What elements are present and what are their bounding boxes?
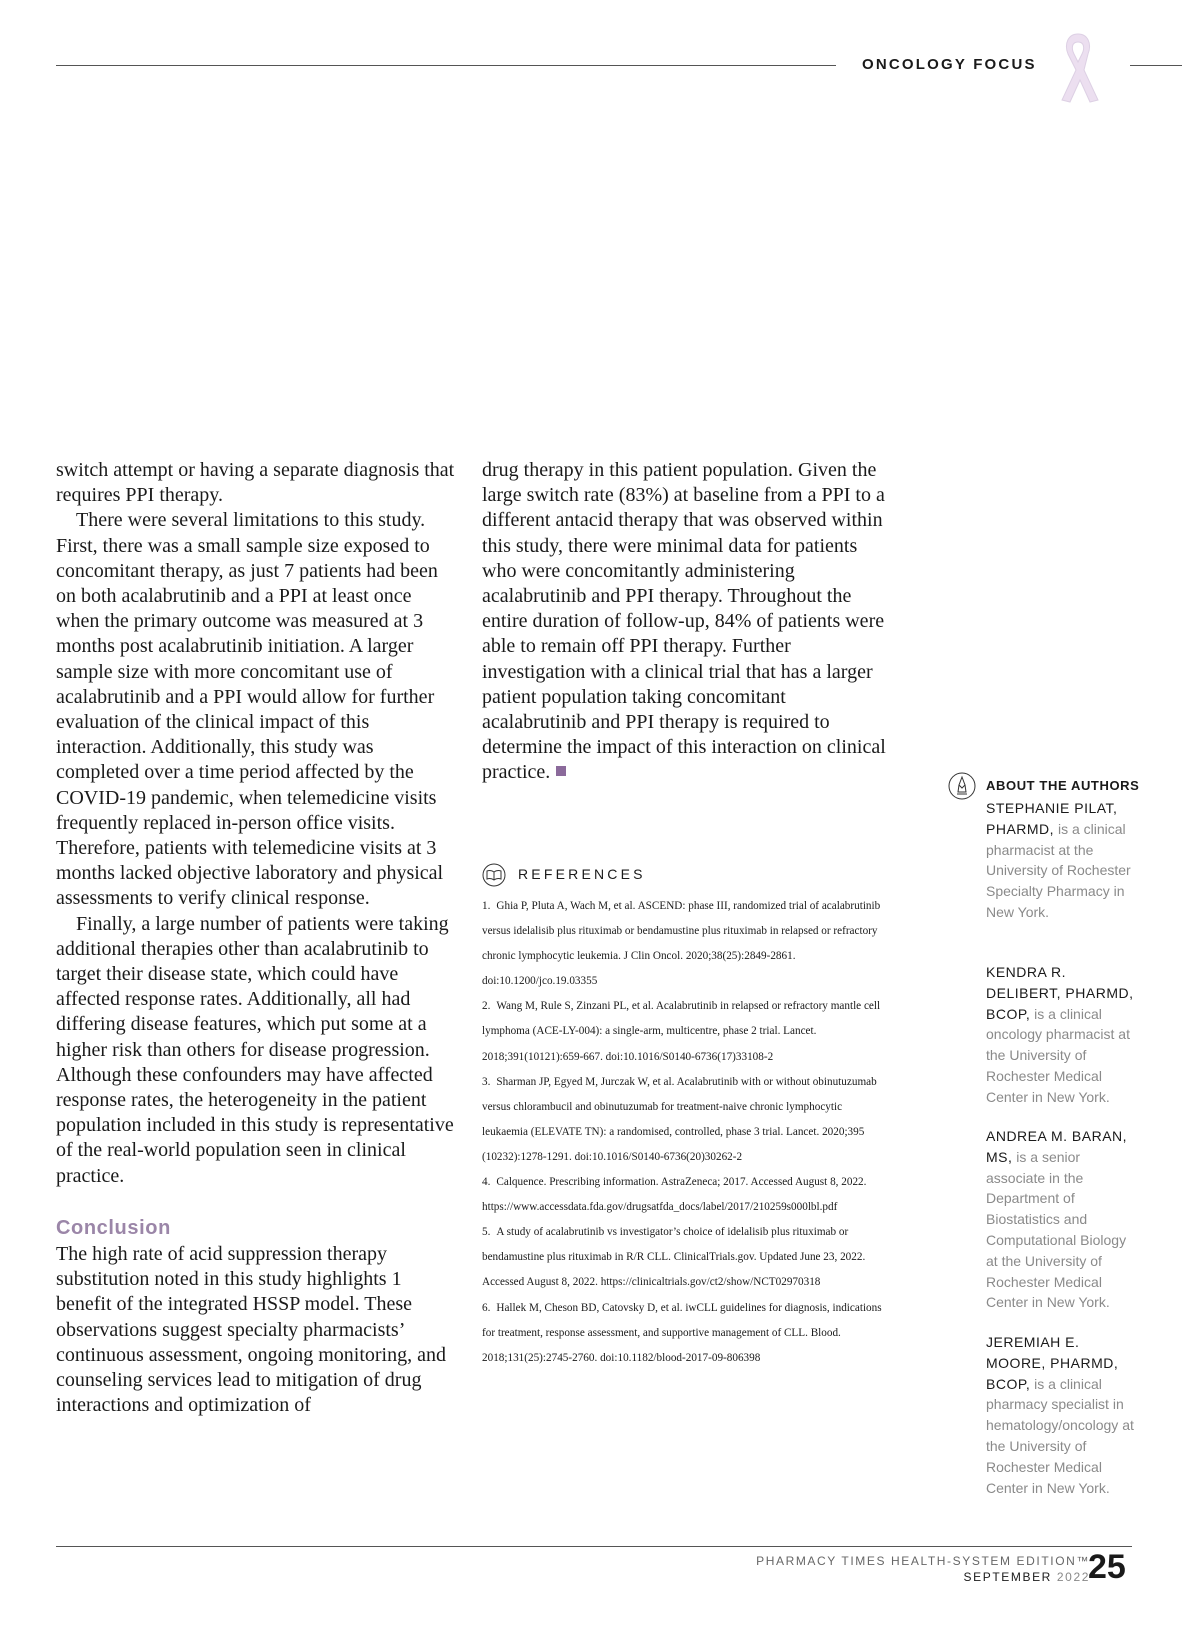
book-icon <box>482 863 506 887</box>
author-bio <box>986 1126 1141 1313</box>
footer-rule <box>56 1546 1132 1547</box>
authors-title: ABOUT THE AUTHORS <box>986 778 1140 793</box>
author-pen-icon <box>948 772 976 800</box>
reference-item <box>482 994 882 1069</box>
references-title: REFERENCES <box>518 866 646 883</box>
end-of-article-mark <box>556 766 566 776</box>
reference-text: Ghia P, Pluta A, Wach M, et al. ASCEND: phase III, randomized trial of acalabrutinib versus idelalisib plus rituximab or bendamustine plus rituximab in relapsed or refractory chronic lymphocytic leukemia. J Clin Oncol. 2020;38(25):2849-2861. doi:10.1200/jco.19.03355 <box>482 900 881 988</box>
author-bio <box>986 962 1141 1108</box>
footer-publication <box>756 1553 1090 1585</box>
author-bio <box>986 798 1141 923</box>
paragraph: The high rate of acid suppression therapy substitution noted in this study highlights 1 benefit of the integrated HSSP model. These observations suggest specialty pharmacists’ continuous assessment, ongoing monitoring, and counseling services lead to mitigation of drug interactions and optimization of <box>56 1242 446 1417</box>
issue-year: 2022 <box>1056 1570 1090 1584</box>
header-rule-right <box>1130 65 1182 66</box>
reference-item <box>482 1296 882 1371</box>
references-header <box>482 862 882 888</box>
reference-text: Calquence. Prescribing information. AstraZeneca; 2017. Accessed August 8, 2022. https://www.accessdata.fda.gov/drugsatfda_docs/label/2017/210259s000lbl.pdf <box>482 1176 867 1214</box>
author-description: is a clinical pharmacy specialist in hematology/oncology at the University of Rochester Medical Center in New York. <box>986 1375 1134 1496</box>
references-list <box>482 894 882 1371</box>
author-description: is a senior associate in the Department of Biostatistics and Computational Biology at the University of Rochester Medical Center in New York. <box>986 1148 1127 1311</box>
author-bio <box>986 1332 1141 1498</box>
references-section <box>482 862 882 1371</box>
reference-number: 5. <box>482 1226 491 1239</box>
reference-text: Sharman JP, Egyed M, Jurczak W, et al. Acalabrutinib with or without obinutuzumab versus chlorambucil and obinutuzumab for treatment-naive chronic lymphocytic leukaemia (ELEVATE TN): a randomised, controlled, phase 3 trial. Lancet. 2020;395 (10232):1278-1291. doi:10.1016/S0140-6736(20)30262-2 <box>482 1075 877 1163</box>
article-column-1 <box>56 458 456 1418</box>
author-description: is a clinical pharmacist at the University of Rochester Specialty Pharmacy in New York. <box>986 820 1131 920</box>
paragraph <box>482 458 887 786</box>
reference-number: 1. <box>482 900 491 912</box>
author-name: JEREMIAH E. MOORE, PHARMD, BCOP, <box>986 1334 1119 1392</box>
author-name: STEPHANIE PILAT, PHARMD, <box>986 800 1118 837</box>
section-title: ONCOLOGY FOCUS <box>862 56 1037 73</box>
reference-text: Hallek M, Cheson BD, Catovsky D, et al. iwCLL guidelines for diagnosis, indications for treatment, response assessment, and supportive management of CLL. Blood. 2018;131(25):2745-2760. doi:10.1182/blood-2017-09-806398 <box>482 1301 882 1364</box>
reference-item <box>482 1070 882 1170</box>
author-name: ANDREA M. BARAN, MS, <box>986 1128 1128 1165</box>
paragraph: switch attempt or having a separate diagnosis that requires PPI therapy. <box>56 459 455 507</box>
issue-month: SEPTEMBER <box>963 1570 1052 1584</box>
author-name: KENDRA R. DELIBERT, PHARMD, BCOP, <box>986 964 1134 1022</box>
awareness-ribbon-icon <box>1054 30 1102 104</box>
reference-number: 2. <box>482 1000 491 1013</box>
reference-text: Wang M, Rule S, Zinzani PL, et al. Acalabrutinib in relapsed or refractory mantle cell lymphoma (ACE-LY-004): a single-arm, multicentre, phase 2 trial. Lancet. 2018;391(10121):659-667. doi:10.1016/S0140-6736(17)33108-2 <box>482 1000 881 1063</box>
publication-name: PHARMACY TIMES HEALTH-SYSTEM EDITION™ <box>756 1554 1090 1568</box>
reference-number: 3. <box>482 1075 491 1088</box>
reference-number: 6. <box>482 1301 491 1314</box>
paragraph-text: drug therapy in this patient population. Given the large switch rate (83%) at baseline from a PPI to a different antacid therapy that was observed within this study, there were minimal data for patients who were concomitantly administering acalabrutinib and PPI therapy. Throughout the entire duration of follow-up, 84% of patients were able to remain off PPI therapy. Further investigation with a clinical trial that has a larger patient population taking concomitant acalabrutinib and PPI therapy is required to determine the impact of this interaction on clinical practice. <box>482 459 886 784</box>
reference-text: A study of acalabrutinib vs investigator’s choice of idelalisib plus rituximab or bendamustine plus rituximab in R/R CLL. ClinicalTrials.gov. Updated June 23, 2022. Accessed August 8, 2022. https://clinicaltrials.gov/ct2/show/NCT02970318 <box>482 1226 866 1289</box>
reference-number: 4. <box>482 1176 491 1189</box>
header-rule <box>56 65 836 66</box>
paragraph: There were several limitations to this study. First, there was a small sample size exposed to concomitant therapy, as just 7 patients had been on both acalabrutinib and a PPI at least once when the primary outcome was measured at 3 months post acalabrutinib initiation. A larger sample size with more concomitant use of acalabrutinib and a PPI would allow for further evaluation of the clinical impact of this interaction. Additionally, this study was completed over a time period affected by the COVID-19 pandemic, when telemedicine visits frequently replaced in-person office visits. Therefore, patients with telemedicine visits at 3 months lacked objective laboratory and physical assessments to verify clinical response. <box>56 509 444 910</box>
article-column-2 <box>482 458 887 786</box>
page-number: 25 <box>1088 1548 1126 1586</box>
reference-item <box>482 894 882 994</box>
author-description: is a clinical oncology pharmacist at the University of Rochester Medical Center in New York. <box>986 1005 1130 1105</box>
reference-item <box>482 1220 882 1295</box>
reference-item <box>482 1170 882 1220</box>
conclusion-heading: Conclusion <box>56 1216 171 1239</box>
paragraph: Finally, a large number of patients were taking additional therapies other than acalabrutinib to target their disease state, which could have affected response rates. Additionally, all had differing disease features, which put some at a higher risk than others for disease progression. Although these confounders may have affected response rates, the heterogeneity in the patient population included in this study is representative of the real-world population seen in clinical practice. <box>56 912 454 1187</box>
